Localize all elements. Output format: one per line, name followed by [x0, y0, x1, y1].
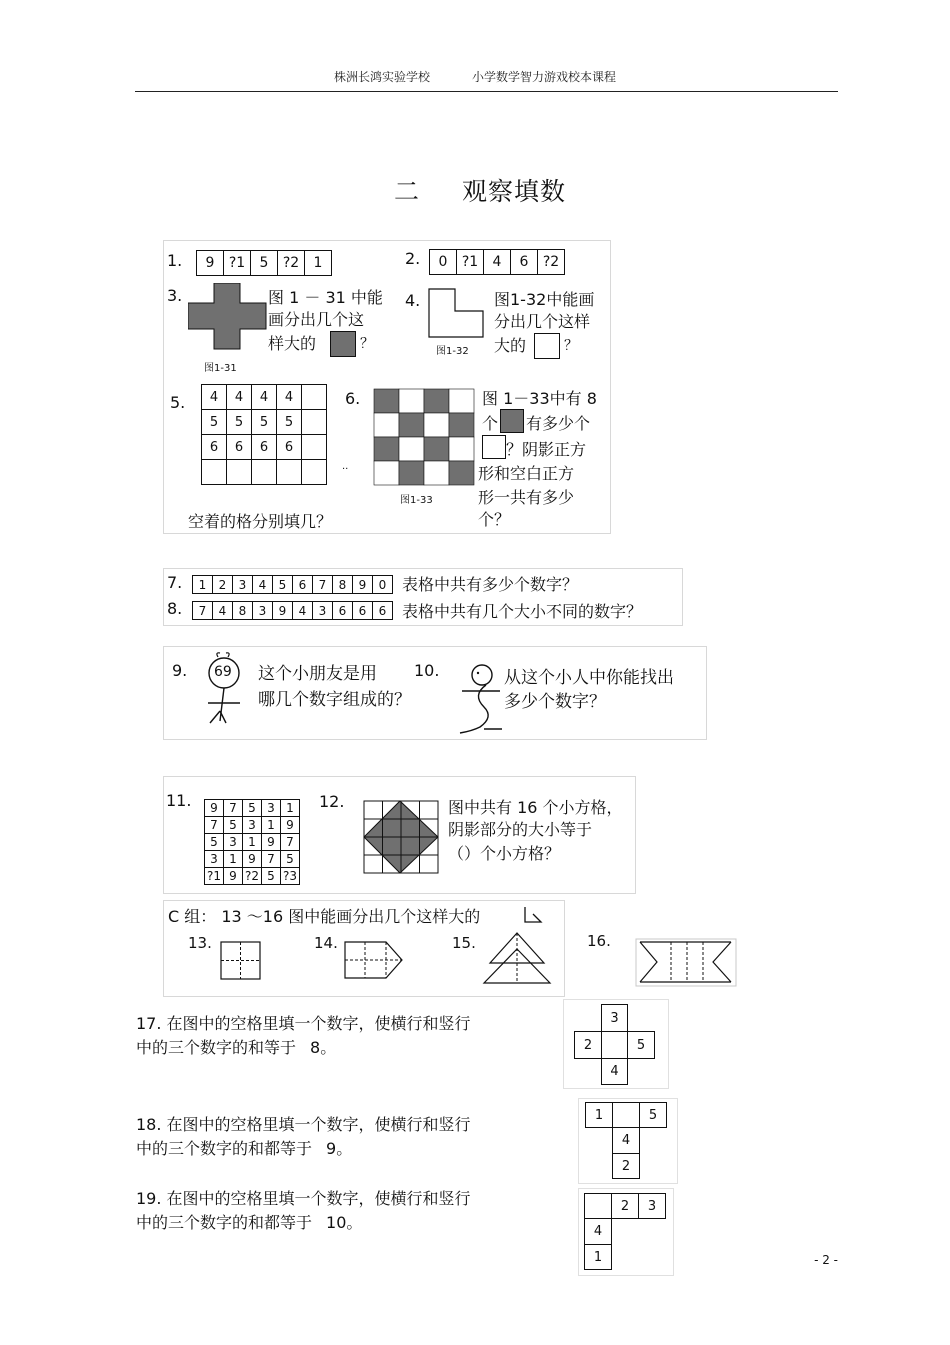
grid-cell: 4 [612, 1127, 640, 1154]
problem-9-line1: 这个小朋友是用 [258, 664, 377, 684]
problem-14-number: 14. [314, 934, 338, 952]
grid-cell[interactable] [226, 459, 252, 485]
sequence-cell: 2 [212, 575, 233, 594]
page-number: - 2 - [814, 1253, 838, 1267]
grid-cell: 9 [223, 867, 243, 885]
checker-square [399, 389, 424, 413]
checkerboard-figure [373, 388, 477, 488]
grid-cell: 1 [223, 850, 243, 868]
problem-7-number: 7. [167, 573, 183, 592]
sequence-cell: 8 [232, 601, 253, 620]
problem-2-number: 2. [405, 249, 421, 268]
problem-18-line1: 18. 在图中的空格里填一个数字，使横行和竖行 [136, 1115, 471, 1134]
grid-cell-empty[interactable] [584, 1193, 612, 1219]
problem-16-number: 16. [587, 932, 611, 950]
panel-problems-1-6: 1. 9 ?1 5 ?2 1 2. 0 ?1 4 6 ?2 3. 图1-31 图 1 － 31 中能 画分出几个这 样大的 ？ 4. 图1-32 图1-32中能画 分出几个这样 大的 ？ 5. 4 4 4 4 5 5 5 5 6 6 6 6 .. 空着的格分别填几？ 6. 图1-33 图 1－33中有 8 个 有多少个 ？阴影正方 形和空白正方 形一共有多少 个？ [163, 240, 611, 534]
problem-12-line2: 阴影部分的大小等于 [448, 820, 593, 839]
grid-cell: 5 [276, 409, 302, 435]
problem-5-question: 空着的格分别填几？ [188, 512, 333, 531]
sequence-cell: 8 [332, 575, 353, 594]
sequence-cell: 0 [429, 249, 457, 275]
sequence-cell: 6 [510, 249, 538, 275]
problem-12-line3: （）个小方格？ [448, 844, 561, 863]
section-number: 二 [394, 177, 421, 206]
problem-5-number: 5. [170, 393, 186, 412]
problem-6-line6: 个？ [478, 510, 511, 529]
problem-19-text [136, 1187, 471, 1235]
grid-cell: 4 [251, 384, 277, 410]
sequence-cell: 4 [483, 249, 511, 275]
problem-15-number: 15. [452, 934, 476, 952]
sequence-cell: 6 [332, 601, 353, 620]
problem-4-line1: 图1-32中能画 [494, 290, 595, 309]
sequence-cell: 4 [292, 601, 313, 620]
grid-cell: 3 [223, 833, 243, 851]
grid-cell: 4 [201, 384, 227, 410]
grid-cell: 6 [201, 434, 227, 460]
grid-cell: 5 [251, 409, 277, 435]
grid-cell: 5 [261, 867, 281, 885]
problem-17-line2: 中的三个数字的和等于 [136, 1038, 297, 1057]
grid-cell: 7 [223, 799, 243, 817]
checker-square [449, 413, 474, 437]
face-digits: 69 [214, 664, 232, 680]
grid-cell: 2 [612, 1153, 640, 1179]
sequence-cell: 9 [196, 250, 224, 276]
sequence-cell: 6 [352, 601, 373, 620]
problem-4-line3: 大的 [494, 336, 527, 355]
sequence-cell: 9 [352, 575, 373, 594]
problem-14-arrow-figure [344, 941, 406, 981]
grid-cell: 6 [226, 434, 252, 460]
problem-1-number: 1. [167, 251, 183, 270]
grid-cell-empty[interactable] [612, 1102, 640, 1128]
diamond-grid-figure [362, 799, 442, 877]
sequence-cell: 3 [312, 601, 333, 620]
sequence-cell: ?2 [277, 250, 305, 276]
problem-12-number: 12. [319, 792, 345, 811]
problem-18-text [136, 1113, 471, 1161]
problem-10-line2: 多少个数字？ [504, 692, 606, 712]
sequence-cell: 3 [252, 601, 273, 620]
grid-cell: 5 [223, 816, 243, 834]
checker-square [424, 437, 449, 461]
grid-cell[interactable] [251, 459, 277, 485]
group-c-heading: C 组： 13 ～16 图中能画分出几个这样大的 [168, 907, 481, 926]
problem-4-number: 4. [405, 291, 421, 310]
grid-cell: 1 [242, 833, 262, 851]
sequence-cell: 0 [372, 575, 393, 594]
grid-cell[interactable] [301, 459, 327, 485]
grid-cell: 9 [261, 833, 281, 851]
checker-square [449, 437, 474, 461]
grid-cell: 2 [574, 1031, 602, 1059]
sequence-cell: 1 [192, 575, 213, 594]
grid-cell: 2 [611, 1193, 639, 1219]
checker-square [374, 437, 399, 461]
problem-3-qmark: ？ [360, 336, 374, 352]
grid-cell[interactable] [301, 409, 327, 435]
grid-cell: 3 [601, 1004, 628, 1032]
problem-4-qmark: ？ [564, 338, 578, 354]
grid-cell: 5 [242, 799, 262, 817]
grid-cell: 9 [242, 850, 262, 868]
shaded-square-icon [330, 331, 356, 357]
grid-cell: 5 [639, 1102, 667, 1128]
sequence-cell: 3 [232, 575, 253, 594]
problem-6-line2b: 有多少个 [526, 414, 591, 433]
sequence-cell: ?2 [537, 249, 565, 275]
checker-square [374, 389, 399, 413]
grid-cell[interactable] [276, 459, 302, 485]
problem-3-number: 3. [167, 286, 183, 305]
problem-6-line4: 形和空白正方 [478, 464, 575, 483]
grid-cell: 5 [201, 409, 227, 435]
problem-17-text [136, 1012, 471, 1060]
sequence-cell: 9 [272, 601, 293, 620]
grid-cell: 6 [251, 434, 277, 460]
header-school: 株洲长鸿实验学校 [334, 70, 431, 84]
problem-10-number: 10. [414, 661, 440, 680]
grid-cell: 5 [204, 833, 224, 851]
checker-square [399, 437, 424, 461]
sequence-cell: 7 [312, 575, 333, 594]
problem-3-line2: 画分出几个这 [268, 310, 365, 329]
number-child-figure [200, 651, 246, 731]
problem-19-target: 10。 [326, 1213, 363, 1232]
checker-square [424, 413, 449, 437]
grid-cell: 3 [204, 850, 224, 868]
problem-4-line2: 分出几个这样 [494, 312, 591, 331]
problem-19-line1: 19. 在图中的空格里填一个数字，使横行和竖行 [136, 1189, 471, 1208]
checker-square [449, 389, 474, 413]
sequence-cell: ?1 [456, 249, 484, 275]
grid-cell: 7 [280, 833, 300, 851]
grid-cell: 3 [261, 799, 281, 817]
problem-18-target: 9。 [326, 1139, 353, 1158]
problem-3-line1: 图 1 － 31 中能 [268, 288, 383, 307]
problem-9-line2: 哪几个数字组成的？ [258, 690, 411, 710]
grid-cell: 5 [280, 850, 300, 868]
grid-cell: 4 [584, 1218, 612, 1245]
white-square-icon [534, 333, 560, 359]
problem-12-line1: 图中共有 16 个小方格， [448, 798, 623, 817]
problem-16-bowtie-figure [635, 938, 737, 988]
header-rule [135, 91, 838, 92]
problem-19-line2: 中的三个数字的和都等于 [136, 1213, 313, 1232]
problem-6-line1: 图 1－33中有 8 [482, 389, 597, 408]
grid-cell: 1 [584, 1244, 612, 1270]
sequence-cell: ?1 [223, 250, 251, 276]
problem-8-question: 表格中共有几个大小不同的数字？ [402, 602, 643, 621]
figure-1-33-caption: 图1-33 [400, 495, 433, 506]
sequence-cell: 4 [252, 575, 273, 594]
problem-6-line5: 形一共有多少 [478, 488, 575, 507]
l-shape-figure [427, 287, 493, 343]
grid-cell: 1 [280, 799, 300, 817]
problem-17-cross-grid [563, 999, 669, 1089]
problem-18-line2: 中的三个数字的和都等于 [136, 1139, 313, 1158]
grid-cell: 5 [627, 1031, 655, 1059]
grid-cell: 4 [276, 384, 302, 410]
grid-cell: 3 [638, 1193, 666, 1219]
problem-13-square-figure [220, 941, 262, 981]
problem-9-number: 9. [172, 661, 188, 680]
grid-cell: 1 [261, 816, 281, 834]
grid-cell: 5 [226, 409, 252, 435]
grid-cell: ?2 [242, 867, 262, 885]
problem-11-number: 11. [166, 791, 192, 810]
grid-cell: 3 [242, 816, 262, 834]
panel-problems-7-8 [163, 568, 683, 626]
problem-13-number: 13. [188, 934, 212, 952]
problem-10-line1: 从这个小人中你能找出 [504, 668, 674, 688]
grid-cell: 4 [601, 1058, 628, 1085]
figure-1-32-caption: 图1-32 [436, 346, 469, 357]
section-title [394, 172, 566, 208]
shaded-square-icon [500, 409, 524, 433]
header-course: 小学数学智力游戏校本课程 [472, 70, 617, 84]
grid-cell: 7 [204, 816, 224, 834]
checker-square [399, 461, 424, 485]
grid-cell: 9 [204, 799, 224, 817]
sequence-cell: 7 [192, 601, 213, 620]
sequence-cell: 5 [272, 575, 293, 594]
grid-cell: ?3 [280, 867, 300, 885]
sequence-cell: 1 [304, 250, 332, 276]
grid-cell: 4 [226, 384, 252, 410]
grid-cell: 6 [276, 434, 302, 460]
section-heading: 观察填数 [462, 177, 567, 206]
grid-cell[interactable] [301, 384, 327, 410]
sequence-cell: 6 [292, 575, 313, 594]
panel-problems-11-12 [163, 776, 636, 894]
problem-6-number: 6. [345, 389, 361, 408]
checker-square [424, 389, 449, 413]
sequence-cell: 6 [372, 601, 393, 620]
grid-cell[interactable] [201, 459, 227, 485]
problem-18-grid [578, 1098, 678, 1184]
checker-square [399, 413, 424, 437]
problem-6-line2a: 个 [482, 414, 499, 433]
checker-square [374, 461, 399, 485]
problem-6-line3: ？阴影正方 [506, 440, 587, 459]
problem-8-number: 8. [167, 599, 183, 618]
grid-cell: 1 [585, 1102, 613, 1128]
grid-cell[interactable] [301, 434, 327, 460]
small-trapezoid-icon [522, 905, 544, 925]
sequence-cell: 5 [250, 250, 278, 276]
sequence-cell: 4 [212, 601, 233, 620]
problem-17-target: 8。 [310, 1038, 337, 1057]
panel-problems-9-10 [163, 646, 707, 740]
figure-1-31-caption: 图1-31 [204, 363, 237, 374]
grid-cell-empty[interactable] [601, 1031, 628, 1059]
grid-cell: 9 [280, 816, 300, 834]
grid-cell: ?1 [204, 867, 224, 885]
problem-7-question: 表格中共有多少个数字？ [402, 575, 579, 594]
white-square-icon [482, 435, 506, 459]
problem-17-line1: 17. 在图中的空格里填一个数字，使横行和竖行 [136, 1014, 471, 1033]
problem-3-line3: 样大的 [268, 334, 317, 353]
checker-square [424, 461, 449, 485]
grid-cell: 7 [261, 850, 281, 868]
problem-15-tree-figure [482, 931, 552, 987]
panel-problems-13-15 [163, 900, 565, 997]
checker-square [374, 413, 399, 437]
checker-square [449, 461, 474, 485]
cross-figure [188, 283, 268, 363]
number-stickman-figure [454, 663, 510, 737]
problem-19-grid [578, 1188, 674, 1276]
